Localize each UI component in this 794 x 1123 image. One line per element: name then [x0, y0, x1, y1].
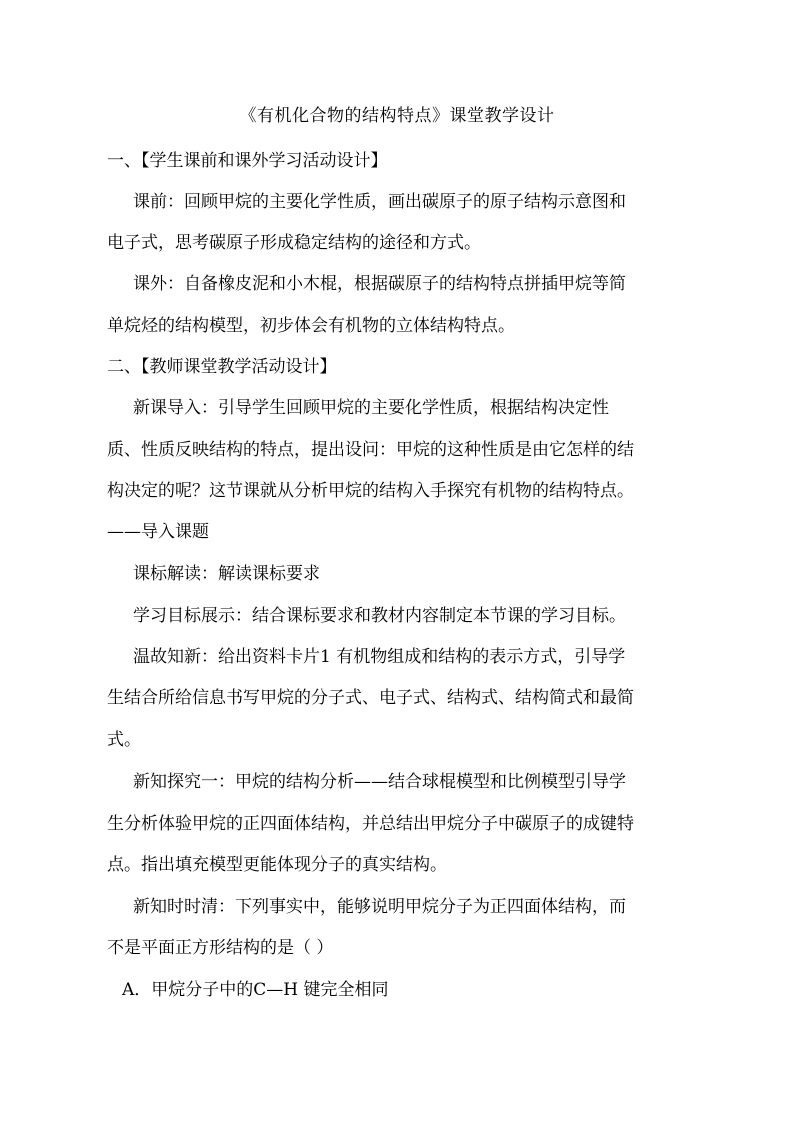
objectives-line: 学习目标展示：结合课标要求和教材内容制定本节课的学习目标。	[133, 606, 626, 626]
section1-heading: 一、【学生课前和课外学习活动设计】	[107, 151, 388, 171]
explore-line-2: 生分析体验甲烷的正四面体结构，并总结出甲烷分子中碳原子的成键特	[107, 814, 634, 834]
intro-line-4: ——导入课题	[107, 522, 209, 542]
intro-line-2: 质、性质反映结构的特点，提出设问：甲烷的这种性质是由它怎样的结	[107, 440, 634, 460]
exercise-line-2: 不是平面正方形结构的是（ ）	[107, 938, 334, 958]
exercise-line-1: 新知时时清：下列事实中，能够说明甲烷分子为正四面体结构，而	[133, 897, 626, 917]
intro-line-1: 新课导入：引导学生回顾甲烷的主要化学性质，根据结构决定性	[133, 398, 609, 418]
document-title: 《有机化合物的结构特点》课堂教学设计	[239, 106, 555, 126]
review-line-2: 生结合所给信息书写甲烷的分子式、电子式、结构式、结构简式和最简	[107, 688, 634, 708]
review-line-3: 式。	[107, 730, 141, 750]
after-class-line-2: 单烷烃的结构模型，初步体会有机物的立体结构特点。	[107, 316, 515, 336]
explore-line-3: 点。指出填充模型更能体现分子的真实结构。	[107, 855, 447, 875]
explore-line-1: 新知探究一：甲烷的结构分析——结合球棍模型和比例模型引导学	[133, 772, 626, 792]
standard-line: 课标解读：解读课标要求	[133, 564, 320, 584]
section2-heading: 二、【教师课堂教学活动设计】	[107, 357, 337, 377]
before-class-line-1: 课前：回顾甲烷的主要化学性质，画出碳原子的原子结构示意图和	[133, 192, 626, 212]
option-a: A．甲烷分子中的C—H 键完全相同	[122, 980, 389, 1000]
after-class-line-1: 课外：自备橡皮泥和小木棍，根据碳原子的结构特点拼插甲烷等简	[133, 274, 626, 294]
before-class-line-2: 电子式，思考碳原子形成稳定结构的途径和方式。	[107, 233, 481, 253]
intro-line-3: 构决定的呢？这节课就从分析甲烷的结构入手探究有机物的结构特点。	[107, 481, 634, 501]
review-line-1: 温故知新：给出资料卡片1 有机物组成和结构的表示方式，引导学	[133, 647, 626, 667]
